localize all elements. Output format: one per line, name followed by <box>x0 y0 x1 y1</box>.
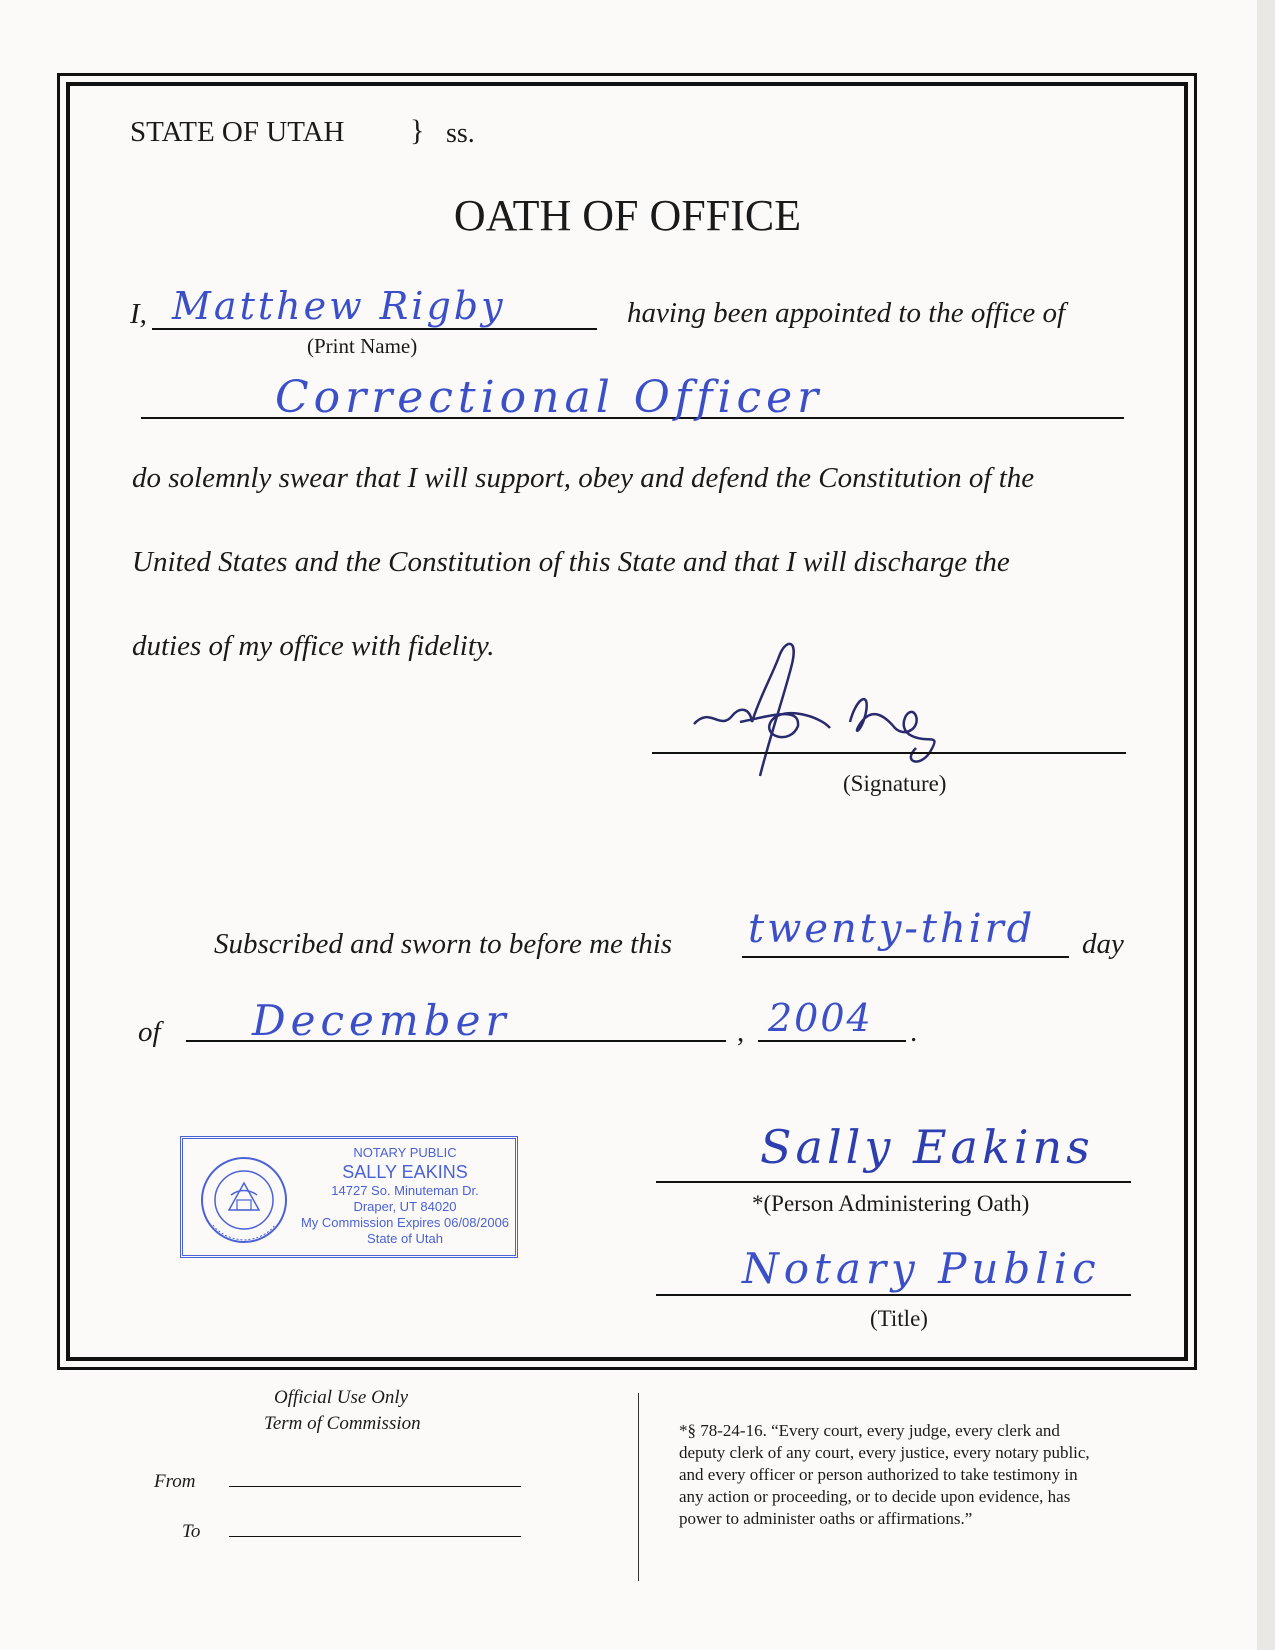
of-label: of <box>138 1016 161 1048</box>
ss-label: ss. <box>446 118 475 149</box>
administrator-caption: *(Person Administering Oath) <box>752 1191 1030 1216</box>
statute-note: *§ 78-24-16. “Every court, every judge, every clerk and deputy clerk of any court, every justice, every notary public, and every officer or person authorized to take testimony in any action or proceeding, or to decide upon evidence, has power to administer oaths or affirmations.” <box>679 1421 1090 1528</box>
oath-line-3: duties of my office with fidelity. <box>132 630 495 662</box>
oath-line-1: do solemnly swear that I will support, obey and defend the Constitution of the <box>132 462 1035 494</box>
year-handwritten: 2004 <box>768 996 873 1040</box>
from-line <box>229 1486 521 1487</box>
stamp-line-5: My Commission Expires 06/08/2006 <box>300 1215 510 1230</box>
state-seal-icon <box>199 1155 289 1245</box>
footer-divider <box>638 1393 639 1581</box>
stamp-line-4: Draper, UT 84020 <box>353 1199 457 1214</box>
day-label: day <box>1082 928 1124 960</box>
day-line <box>742 956 1069 958</box>
oath-line-2: United States and the Constitution of this State and that I will discharge the <box>132 546 1010 578</box>
stamp-line-3: 14727 So. Minuteman Dr. <box>331 1183 479 1198</box>
from-label: From <box>154 1471 196 1492</box>
name-line <box>152 328 597 330</box>
page-title: OATH OF OFFICE <box>453 191 802 240</box>
notary-stamp <box>180 1136 518 1258</box>
appointed-text: having been appointed to the office of <box>627 297 1066 329</box>
i-label: I, <box>130 298 147 330</box>
state-label: STATE OF UTAH <box>130 116 345 148</box>
month-handwritten: December <box>252 996 511 1045</box>
comma: , <box>737 1016 745 1048</box>
brace: } <box>410 114 425 147</box>
to-line <box>229 1536 521 1537</box>
term-label: Term of Commission <box>264 1413 421 1434</box>
signature-line <box>652 752 1126 754</box>
signature-caption: (Signature) <box>843 771 947 796</box>
administrator-line <box>656 1181 1131 1183</box>
year-line <box>758 1040 906 1042</box>
print-name-caption: (Print Name) <box>307 334 418 358</box>
stamp-line-1: NOTARY PUBLIC <box>353 1145 457 1160</box>
title-caption: (Title) <box>870 1306 928 1331</box>
title-handwritten: Notary Public <box>742 1244 1101 1293</box>
subscribed-text: Subscribed and sworn to before me this <box>214 928 673 960</box>
stamp-line-2: SALLY EAKINS <box>342 1162 468 1182</box>
office-handwritten: Correctional Officer <box>275 372 824 423</box>
period: . <box>910 1016 918 1048</box>
title-line <box>656 1294 1131 1296</box>
stamp-line-6: State of Utah <box>367 1231 443 1246</box>
official-use-label: Official Use Only <box>274 1387 409 1408</box>
page-edge <box>1257 0 1275 1650</box>
day-handwritten: twenty-third <box>748 906 1036 952</box>
administrator-signature: Sally Eakins <box>760 1120 1094 1174</box>
name-handwritten: Matthew Rigby <box>172 284 506 328</box>
to-label: To <box>182 1521 201 1542</box>
